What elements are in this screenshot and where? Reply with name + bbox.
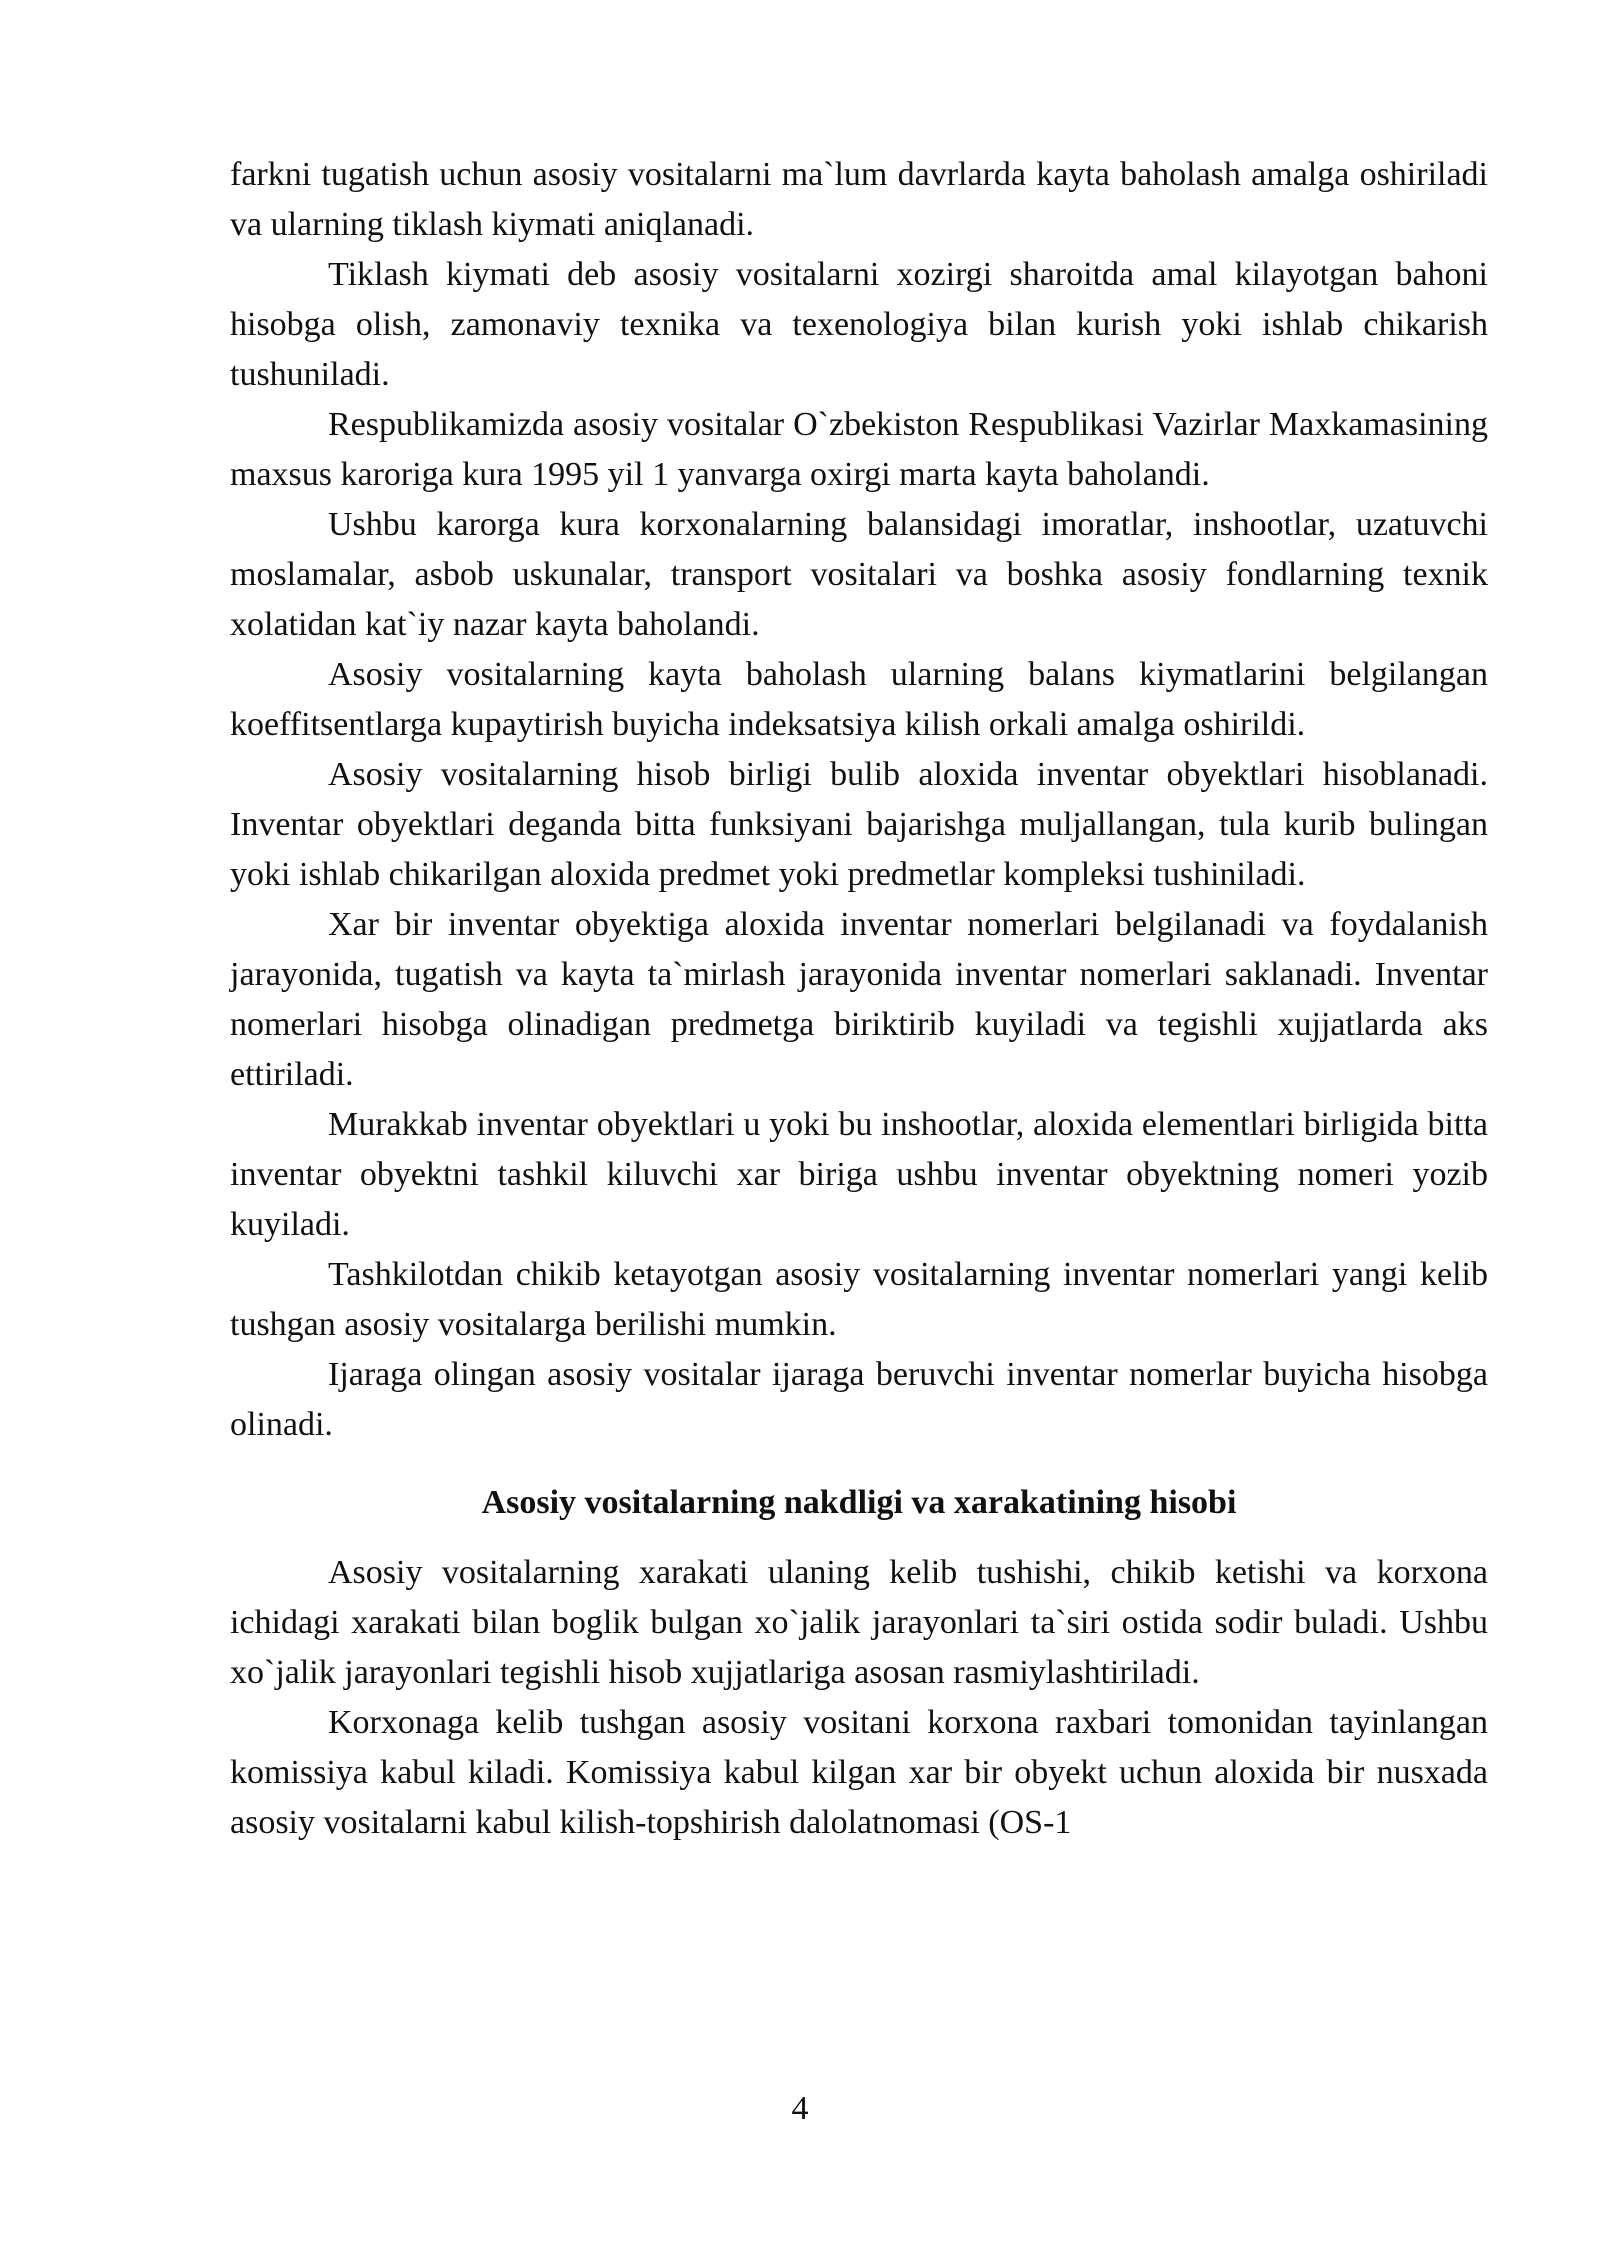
paragraph-continued: farkni tugatish uchun asosiy vositalarni ma`lum davrlarda kayta baholash amalga oshiriladi va ularning tiklash kiymati aniqlanadi. bbox=[230, 156, 1488, 243]
paragraph-revaluation-1995: Respublikamizda asosiy vositalar O`zbekiston Respublikasi Vazirlar Maxkamasining maxsus karoriga kura 1995 yil 1 yanvarga oxirgi marta kayta baholandi. bbox=[230, 406, 1488, 493]
page-number: 4 bbox=[791, 2090, 809, 2127]
document-page bbox=[230, 150, 1488, 1848]
paragraph-complex-objects: Murakkab inventar obyektlari u yoki bu inshootlar, aloxida elementlari birligida bitta inventar obyektni tashkil kiluvchi xar biriga ushbu inventar obyektning nomeri yozib kuyiladi. bbox=[230, 1106, 1488, 1243]
section-heading: Asosiy vositalarning nakdligi va xarakatining hisobi bbox=[481, 1484, 1237, 1521]
paragraph-inventory-numbers: Xar bir inventar obyektiga aloxida inventar nomerlari belgilanadi va foydalanish jarayonida, tugatish va kayta ta`mirlash jarayonida inventar nomerlari saklanadi. Inventar nomerlari hisobga olinadigan predmetga biriktirib kuyiladi va tegishli xujjatlarda aks ettiriladi. bbox=[230, 906, 1488, 1093]
paragraph-acceptance-commission: Korxonaga kelib tushgan asosiy vositani korxona raxbari tomonidan tayinlangan komissiya kabul kiladi. Komissiya kabul kilgan xar bir obyekt uchun aloxida bir nusxada asosiy vositalarni kabul kilish-topshirish dalolatnomasi (OS-1 bbox=[230, 1704, 1488, 1841]
paragraph-inventory-objects: Asosiy vositalarning hisob birligi bulib aloxida inventar obyektlari hisoblanadi. Inventar obyektlari deganda bitta funksiyani bajarishga muljallangan, tula kurib bulingan yoki ishlab chikarilgan aloxida predmet yoki predmetlar kompleksi tushiniladi. bbox=[230, 756, 1488, 893]
paragraph-decision-scope: Ushbu karorga kura korxonalarning balansidagi imoratlar, inshootlar, uzatuvchi moslamalar, asbob uskunalar, transport vositalari va boshka asosiy fondlarning texnik xolatidan kat`iy nazar kayta baholandi. bbox=[230, 506, 1488, 643]
paragraph-retired-numbers: Tashkilotdan chikib ketayotgan asosiy vositalarning inventar nomerlari yangi kelib tushgan asosiy vositalarga berilishi mumkin. bbox=[230, 1256, 1488, 1343]
paragraph-restoration-value: Tiklash kiymati deb asosiy vositalarni xozirgi sharoitda amal kilayotgan bahoni hisobga olish, zamonaviy texnika va texenologiya bilan kurish yoki ishlab chikarish tushuniladi. bbox=[230, 256, 1488, 393]
paragraph-leased-assets: Ijaraga olingan asosiy vositalar ijaraga beruvchi inventar nomerlar buyicha hisobga olinadi. bbox=[230, 1356, 1488, 1443]
paragraph-indexation: Asosiy vositalarning kayta baholash ularning balans kiymatlarini belgilangan koeffitsentlarga kupaytirish buyicha indeksatsiya kilish orkali amalga oshirildi. bbox=[230, 656, 1488, 743]
paragraph-asset-movement: Asosiy vositalarning xarakati ulaning kelib tushishi, chikib ketishi va korxona ichidagi xarakati bilan boglik bulgan xo`jalik jarayonlari ta`siri ostida sodir buladi. Ushbu xo`jalik jarayonlari tegishli hisob xujjatlariga asosan rasmiylashtiriladi. bbox=[230, 1554, 1488, 1691]
